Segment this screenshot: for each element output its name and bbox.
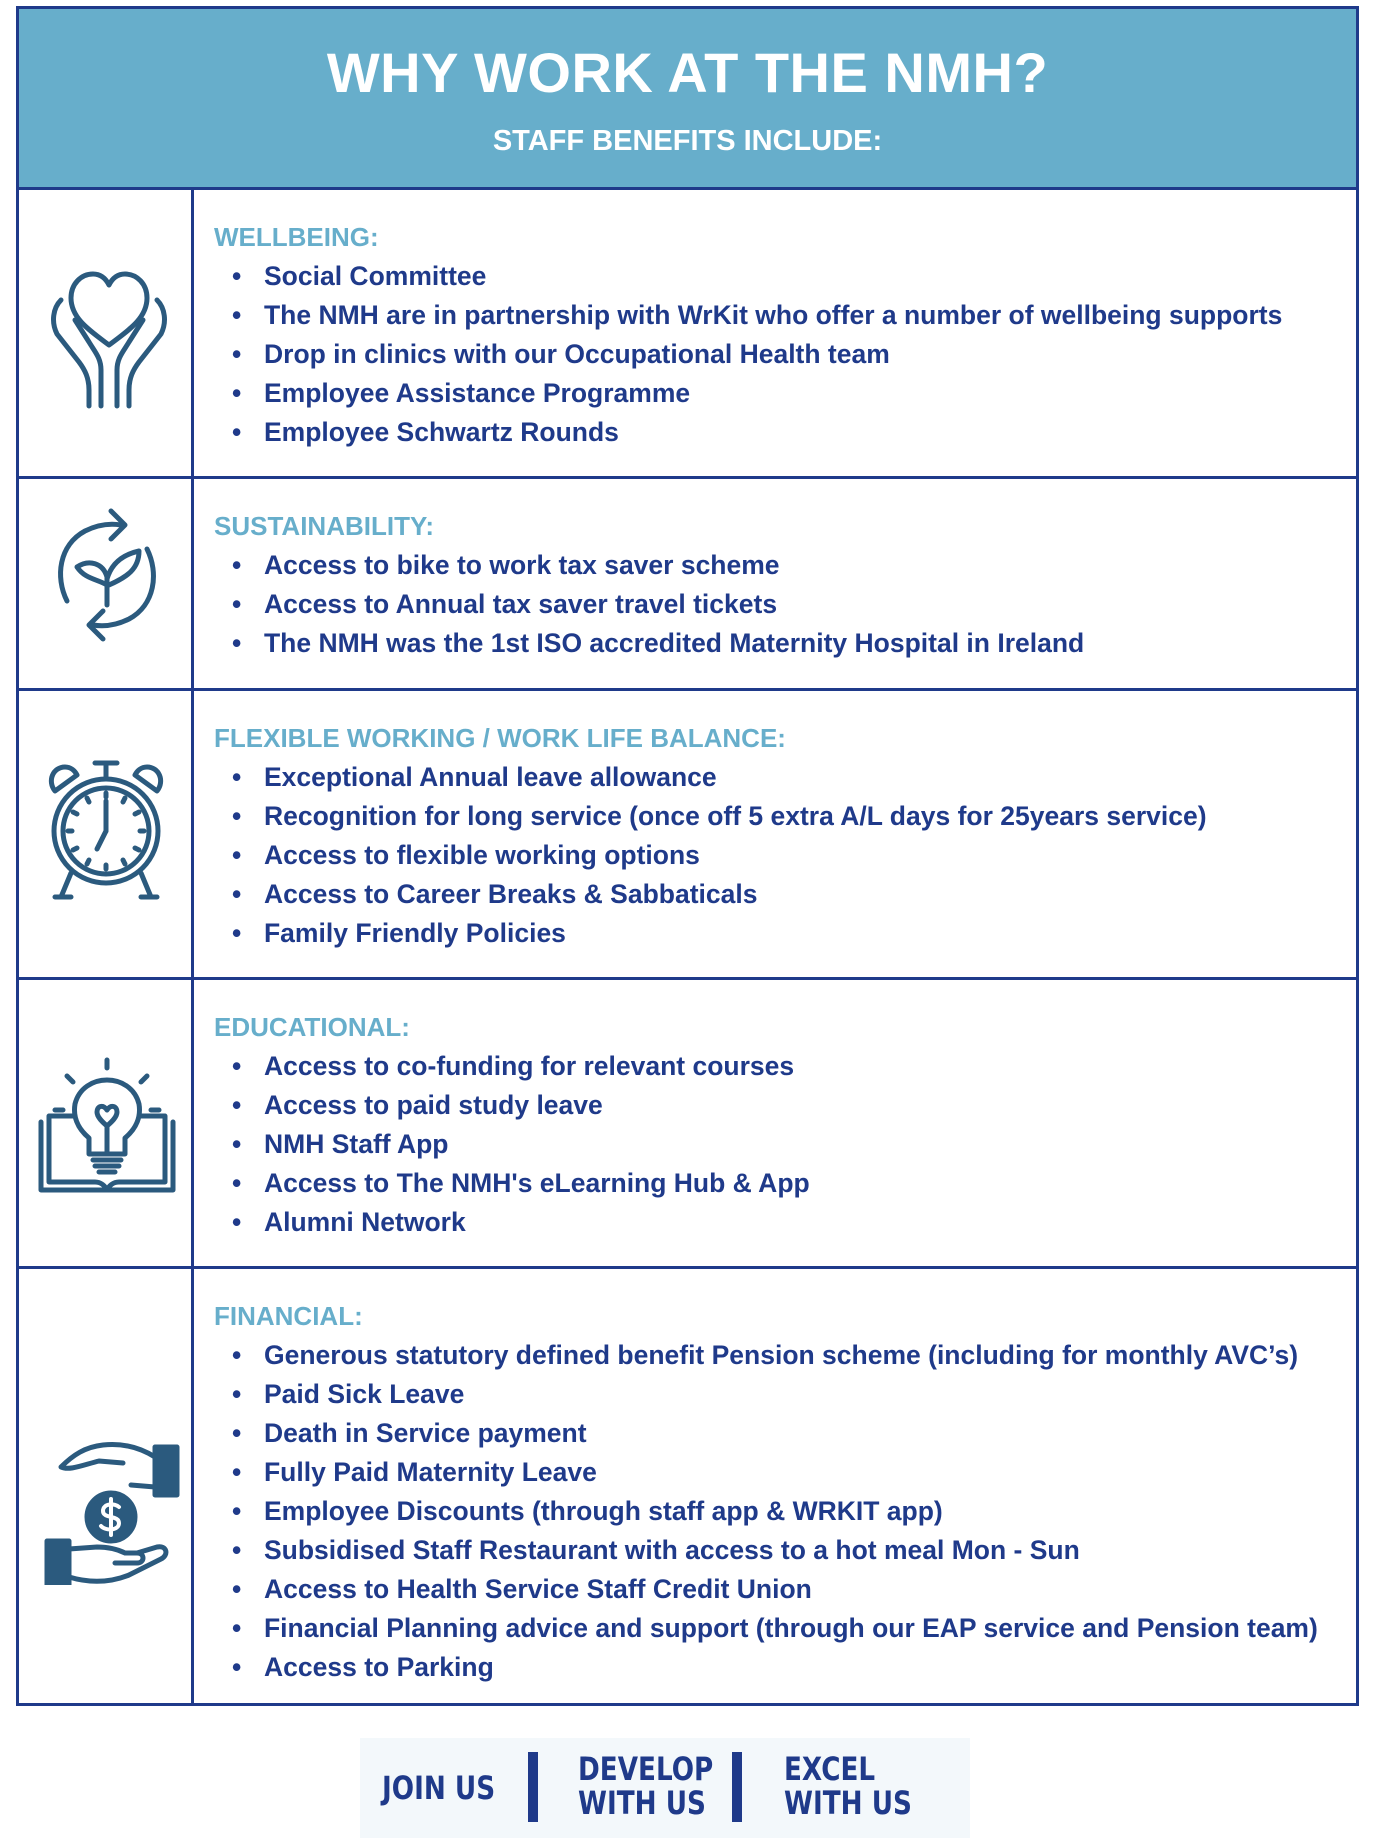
- section-icon-cell: [19, 691, 194, 977]
- alarm-clock-icon: [41, 751, 171, 906]
- list-item: • Access to Career Breaks & Sabbaticals: [214, 875, 1336, 914]
- footer-banner: [360, 1738, 970, 1838]
- excel-text-line1: EXCEL: [784, 1750, 876, 1788]
- section-flexible-working: [19, 691, 1356, 980]
- list-item: • Generous statutory defined benefit Pension scheme (including for monthly AVC’s): [214, 1336, 1336, 1375]
- section-title: FINANCIAL:: [214, 1301, 363, 1331]
- list-item: • Fully Paid Maternity Leave: [214, 1453, 1336, 1492]
- excel-text-line2: WITH US: [784, 1784, 912, 1822]
- list-item: • Family Friendly Policies: [214, 914, 1336, 953]
- join-us-text: JOIN US: [382, 1769, 496, 1807]
- section-title: WELLBEING:: [214, 222, 379, 252]
- list-item: • Access to Health Service Staff Credit Union: [214, 1570, 1336, 1609]
- section-icon-cell: [19, 980, 194, 1266]
- section-educational: [19, 980, 1356, 1269]
- develop-text-line1: DEVELOP: [578, 1750, 714, 1788]
- section-wellbeing: [19, 190, 1356, 479]
- footer-divider: [732, 1752, 742, 1822]
- lightbulb-book-icon: [37, 1056, 177, 1196]
- list-item: • Recognition for long service (once off 5 extra A/L days for 25years service): [214, 797, 1336, 836]
- list-item: • Death in Service payment: [214, 1414, 1336, 1453]
- list-item: • Access to flexible working options: [214, 836, 1336, 875]
- benefit-list: [214, 546, 1336, 663]
- poster-header: [19, 9, 1356, 190]
- page-title: WHY WORK AT THE NMH?: [326, 41, 1049, 104]
- page-subtitle: STAFF BENEFITS INCLUDE:: [492, 125, 883, 157]
- section-sustainability: [19, 479, 1356, 691]
- list-item: • Employee Discounts (through staff app & WRKIT app): [214, 1492, 1336, 1531]
- list-item: • Access to Annual tax saver travel tickets: [214, 585, 1336, 624]
- list-item: • Access to bike to work tax saver scheme: [214, 546, 1336, 585]
- list-item: • Drop in clinics with our Occupational Health team: [214, 335, 1336, 374]
- list-item: • Employee Assistance Programme: [214, 374, 1336, 413]
- list-item: • Paid Sick Leave: [214, 1375, 1336, 1414]
- list-item: • Access to Parking: [214, 1648, 1336, 1687]
- section-financial: [19, 1269, 1356, 1703]
- section-icon-cell: [19, 479, 194, 688]
- section-title: FLEXIBLE WORKING / WORK LIFE BALANCE:: [214, 723, 786, 753]
- list-item: • Financial Planning advice and support (through our EAP service and Pension team): [214, 1609, 1336, 1648]
- list-item: • The NMH was the 1st ISO accredited Maternity Hospital in Ireland: [214, 624, 1336, 663]
- benefits-poster: [16, 6, 1359, 1706]
- benefit-list: [214, 257, 1336, 452]
- section-title: EDUCATIONAL:: [214, 1012, 410, 1042]
- list-item: • Exceptional Annual leave allowance: [214, 758, 1336, 797]
- benefit-list: [214, 758, 1336, 953]
- benefit-list: [214, 1047, 1336, 1242]
- section-icon-cell: [19, 1269, 194, 1703]
- list-item: • Access to The NMH's eLearning Hub & App: [214, 1164, 1336, 1203]
- list-item: • The NMH are in partnership with WrKit who offer a number of wellbeing supports: [214, 296, 1336, 335]
- develop-text-line2: WITH US: [578, 1784, 706, 1822]
- benefit-list: [214, 1336, 1336, 1687]
- list-item: • Employee Schwartz Rounds: [214, 413, 1336, 452]
- section-title: SUSTAINABILITY:: [214, 511, 435, 541]
- recycle-leaf-icon: [47, 505, 167, 645]
- hands-dollar-icon: [37, 1435, 187, 1585]
- heart-in-hands-icon: [39, 260, 179, 410]
- list-item: • Access to co-funding for relevant courses: [214, 1047, 1336, 1086]
- list-item: • NMH Staff App: [214, 1125, 1336, 1164]
- list-item: • Alumni Network: [214, 1203, 1336, 1242]
- list-item: • Subsidised Staff Restaurant with access to a hot meal Mon - Sun: [214, 1531, 1336, 1570]
- list-item: • Social Committee: [214, 257, 1336, 296]
- list-item: • Access to paid study leave: [214, 1086, 1336, 1125]
- footer-divider: [528, 1752, 538, 1822]
- section-icon-cell: [19, 190, 194, 476]
